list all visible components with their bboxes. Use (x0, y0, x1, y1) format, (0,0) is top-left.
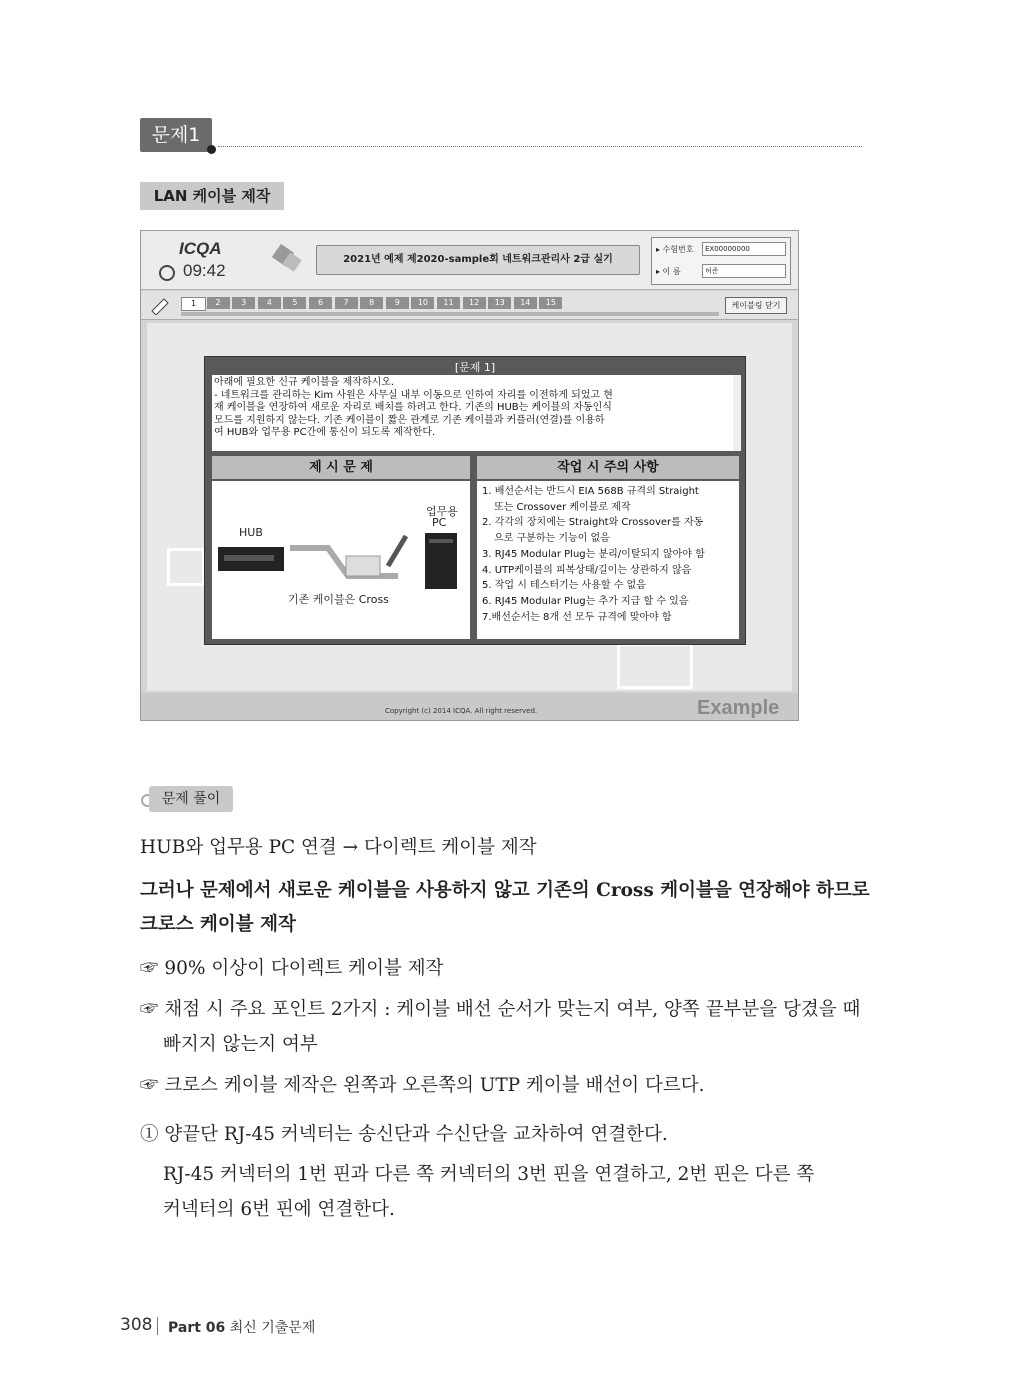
tab-question-15[interactable]: 15 (539, 297, 562, 309)
question-tabs (141, 291, 798, 320)
tab-question-11[interactable]: 11 (437, 297, 460, 309)
rule-line: 4. UTP케이블의 피복상태/길이는 상관하지 않음 (482, 564, 692, 576)
step-1: ① 양끝단 RJ-45 커넥터는 송신단과 수신단을 교차하여 연결한다. (140, 1124, 668, 1145)
tab-question-3[interactable]: 3 (232, 297, 255, 309)
exam-screenshot (140, 230, 799, 721)
cable-label: 기존 케이블은 Cross (288, 593, 389, 606)
title-divider (218, 146, 862, 147)
decor-square (167, 548, 205, 586)
rules-panel (477, 481, 739, 639)
exam-clock: 09:42 (183, 261, 226, 280)
solution-bold-2: 크로스 케이블 제작 (140, 914, 296, 935)
part-number: Part 06 (168, 1320, 226, 1336)
hub-label: HUB (239, 526, 263, 539)
question-line: - 네트워크를 관리하는 Kim 사원은 사무실 내부 이동으로 인하여 자리를 이전하게 되었고 현 (214, 389, 613, 401)
tab-question-10[interactable]: 10 (411, 297, 434, 309)
dialog-title: [문제 1] (454, 361, 496, 374)
rule-line: 1. 배선순서는 반드시 EIA 568B 규격의 Straight (482, 486, 699, 497)
id-label: ▸ 수험번호 (656, 245, 694, 254)
rule-line: 으로 구분하는 기능이 없음 (494, 533, 610, 545)
section-subtitle: LAN 케이블 제작 (140, 182, 284, 210)
page-number: 308 (120, 1315, 153, 1335)
name-label: ▸ 이 름 (656, 267, 681, 276)
name-value: 허준 (702, 264, 786, 278)
rule-line: 5. 작업 시 테스터기는 사용할 수 없음 (482, 580, 646, 592)
pc-tower-image (423, 531, 463, 591)
note-2a: ☞ 채점 시 주요 포인트 2가지 : 케이블 배선 순서가 맞는지 여부, 양쪽 끝부분을 당겼을 때 (140, 999, 861, 1020)
rule-line: 3. RJ45 Modular Plug는 분리/이탈되지 않아야 함 (482, 548, 705, 560)
part-label (168, 1317, 315, 1337)
close-cabling-button[interactable]: 케이블링 닫기 (725, 297, 787, 314)
copyright-text: Copyright (c) 2014 ICQA. All right reserved. (385, 707, 538, 715)
cable-icon (269, 241, 305, 277)
step-1b: 커넥터의 6번 핀에 연결한다. (163, 1199, 395, 1220)
question-line: 모드를 지원하지 않는다. 기존 케이블이 짧은 관계로 기존 케이블과 커플러(연결)를 이용하 (214, 414, 605, 426)
note-3: ☞ 크로스 케이블 제작은 왼쪽과 오른쪽의 UTP 케이블 배선이 다르다. (140, 1075, 705, 1096)
pc-label-1: 업무용 (426, 505, 458, 518)
title-dot (207, 145, 216, 154)
tab-question-9[interactable]: 9 (386, 297, 409, 309)
clock-icon (159, 265, 175, 281)
hub-image (216, 541, 288, 575)
tab-question-8[interactable]: 8 (360, 297, 383, 309)
tab-question-1[interactable]: 1 (181, 297, 206, 311)
rule-line: 6. RJ45 Modular Plug는 추가 지급 할 수 있음 (482, 595, 689, 607)
pencil-icon (149, 295, 171, 315)
footer-divider (157, 1317, 158, 1335)
question-dialog (204, 356, 746, 645)
given-problem-header: 제 시 문 제 (212, 456, 470, 479)
solution-line-1: HUB와 업무용 PC 연결 → 다이렉트 케이블 제작 (140, 837, 537, 858)
tab-question-2[interactable]: 2 (207, 297, 230, 309)
tab-question-14[interactable]: 14 (514, 297, 537, 309)
solution-bold-1: 그러나 문제에서 새로운 케이블을 사용하지 않고 기존의 Cross 케이블을 연장해야 하므로 (140, 880, 870, 901)
rule-line: 2. 각각의 장치에는 Straight와 Crossover를 자동 (482, 517, 704, 529)
pc-label-2: PC (432, 516, 447, 529)
question-line: 재 케이블을 연장하여 새로운 자리로 배치를 하려고 한다. 기존의 HUB는 케이블의 자동인식 (214, 402, 612, 413)
tab-question-7[interactable]: 7 (335, 297, 358, 309)
text-scrollbar[interactable] (733, 375, 741, 451)
question-text (212, 375, 736, 451)
example-watermark: Example (697, 697, 780, 719)
rule-line: 또는 Crossover 케이블로 제작 (494, 501, 631, 513)
rule-line: 7.배선순서는 8개 선 모두 규격에 맞아야 함 (482, 611, 672, 623)
solution-label: 문제 풀이 (149, 786, 233, 812)
step-1a: RJ-45 커넥터의 1번 핀과 다른 쪽 커넥터의 3번 핀을 연결하고, 2번 핀은 다른 쪽 (163, 1164, 815, 1185)
tab-question-12[interactable]: 12 (463, 297, 486, 309)
tab-question-4[interactable]: 4 (258, 297, 281, 309)
note-2b: 빠지지 않는지 여부 (163, 1034, 318, 1055)
section-title: 문제1 (140, 118, 212, 152)
diagram-panel (212, 481, 470, 639)
decor-square (617, 643, 693, 689)
tab-question-13[interactable]: 13 (488, 297, 511, 309)
progress-track (181, 312, 719, 316)
note-1: ☞ 90% 이상이 다이렉트 케이블 제작 (140, 958, 444, 979)
tab-question-6[interactable]: 6 (309, 297, 332, 309)
candidate-info (651, 237, 791, 285)
id-value: EX00000000 (702, 242, 786, 256)
coupler-image (288, 526, 408, 586)
tab-question-5[interactable]: 5 (283, 297, 306, 309)
question-line: 여 HUB와 업무용 PC간에 통신이 되도록 제작한다. (214, 427, 436, 438)
question-line: 아래에 필요한 신규 케이블을 제작하시오. (214, 377, 395, 388)
precautions-header: 작업 시 주의 사항 (477, 456, 739, 479)
icqa-logo: ICQA (179, 239, 222, 258)
chapter-title: 최신 기출문제 (229, 1320, 316, 1336)
exam-title: 2021년 예제 제2020-sample회 네트워크관리사 2급 실기 (316, 245, 640, 275)
